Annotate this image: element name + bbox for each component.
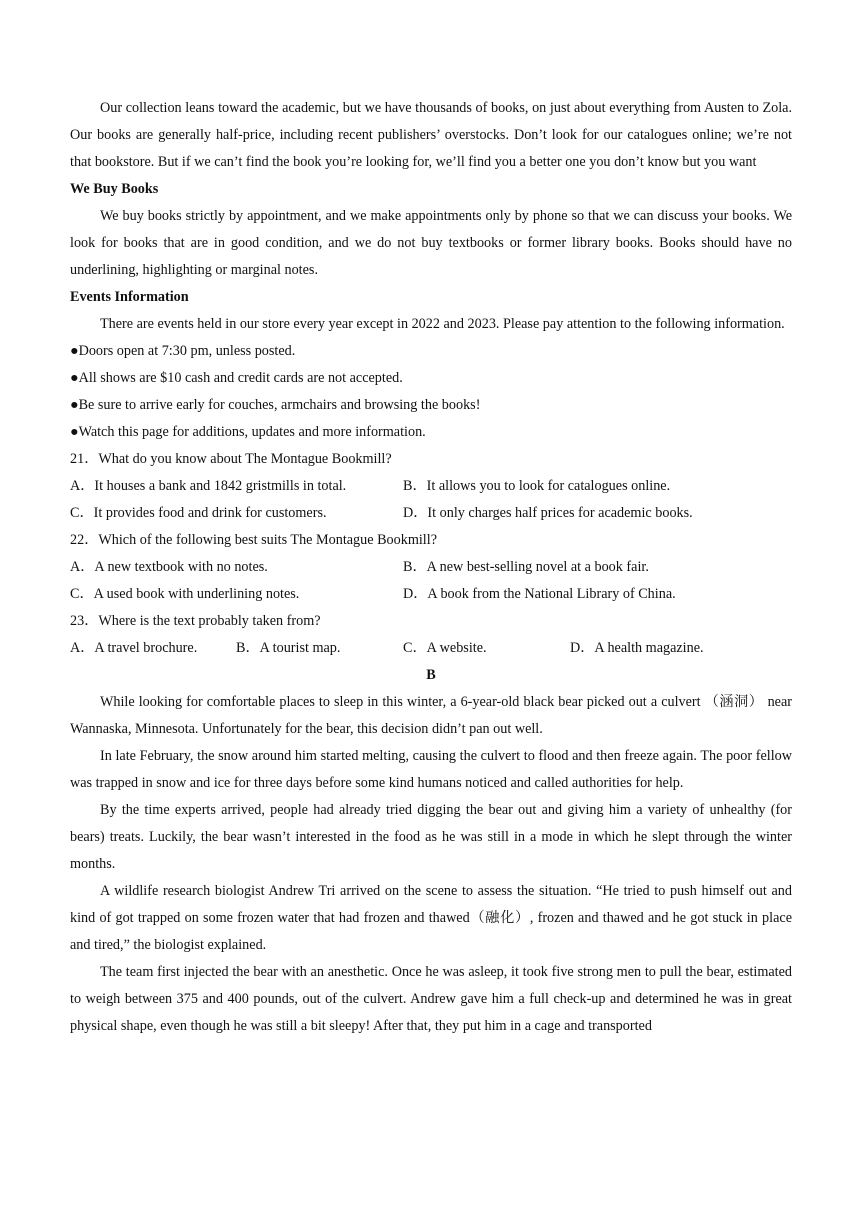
section-heading-events: Events Information — [70, 289, 189, 305]
question-21-stem: 21．What do you know about The Montague Bookmill? — [70, 451, 392, 467]
section-b-label: B — [426, 667, 436, 683]
question-21-option-b: B．It allows you to look for catalogues online. — [403, 478, 671, 494]
events-paragraph: There are events held in our store every year except in 2022 and 2023. Please pay attention to the following information. — [100, 316, 785, 332]
question-21-option-d: D．It only charges half prices for academic books. — [403, 505, 693, 521]
question-22-stem: 22．Which of the following best suits The Montague Bookmill? — [70, 532, 437, 548]
question-22-options-row-1 — [70, 554, 792, 581]
bullet-item: ●All shows are $10 cash and credit cards are not accepted. — [70, 370, 403, 386]
bullet-item: ●Watch this page for additions, updates and more information. — [70, 424, 426, 440]
question-23-option-c: C．A website. — [403, 640, 487, 656]
question-23-stem: 23．Where is the text probably taken from? — [70, 613, 321, 629]
passage-b-paragraph: By the time experts arrived, people had already tried digging the bear out and giving him a variety of unhealthy (for bears) treats. Luckily, the bear wasn’t interested in the food as he was still in a mode in which he slept through the winter months. — [70, 802, 792, 872]
question-21-option-a: A．It houses a bank and 1842 gristmills in total. — [70, 478, 347, 494]
question-21-option-c: C．It provides food and drink for customers. — [70, 505, 327, 521]
question-22-options-row-2 — [70, 581, 792, 608]
question-21-options-row-2 — [70, 500, 792, 527]
section-heading-buy-books: We Buy Books — [70, 181, 159, 197]
bullet-item: ●Be sure to arrive early for couches, armchairs and browsing the books! — [70, 397, 481, 413]
document-page — [70, 95, 792, 1040]
passage-b-paragraph: While looking for comfortable places to sleep in this winter, a 6-year-old black bear picked out a culvert （涵洞） near Wannaska, Minnesota. Unfortunately for the bear, this decision didn’t pan out well. — [70, 694, 792, 737]
bullet-item: ●Doors open at 7:30 pm, unless posted. — [70, 343, 296, 359]
buy-books-paragraph: We buy books strictly by appointment, and we make appointments only by phone so that we can discuss your books. We look for books that are in good condition, and we do not buy textbooks or former library books. Books should have no underlining, highlighting or marginal notes. — [70, 208, 792, 278]
question-22-option-c: C．A used book with underlining notes. — [70, 586, 300, 602]
question-21-options-row-1 — [70, 473, 792, 500]
intro-paragraph: Our collection leans toward the academic, but we have thousands of books, on just about everything from Austen to Zola. Our books are generally half-price, including recent publishers’ overstocks. Don’t look for our catalogues online; we’re not that bookstore. But if we can’t find the book you’re looking for, we’ll find you a better one you don’t know but you want — [70, 100, 792, 170]
question-23-option-b: B．A tourist map. — [236, 640, 341, 656]
question-23-options-row — [70, 635, 792, 662]
question-22-option-a: A．A new textbook with no notes. — [70, 559, 268, 575]
question-22-option-b: B．A new best-selling novel at a book fair. — [403, 559, 649, 575]
question-23-option-d: D．A health magazine. — [570, 640, 704, 656]
passage-b-paragraph: In late February, the snow around him started melting, causing the culvert to flood and then freeze again. The poor fellow was trapped in snow and ice for three days before some kind humans noticed and called authorities for help. — [70, 748, 792, 791]
passage-b-paragraph: The team first injected the bear with an anesthetic. Once he was asleep, it took five strong men to pull the bear, estimated to weigh between 375 and 400 pounds, out of the culvert. Andrew gave him a full check-up and determined he was in great physical shape, even though he was still a bit sleepy! After that, they put him in a cage and transported — [70, 964, 792, 1034]
passage-b-paragraph: A wildlife research biologist Andrew Tri arrived on the scene to assess the situation. “He tried to push himself out and kind of got trapped on some frozen water that had frozen and thawed（融化）, frozen and thawed and he got stuck in place and tired,” the biologist explained. — [70, 883, 792, 953]
question-22-option-d: D．A book from the National Library of China. — [403, 586, 676, 602]
question-23-option-a: A．A travel brochure. — [70, 640, 198, 656]
